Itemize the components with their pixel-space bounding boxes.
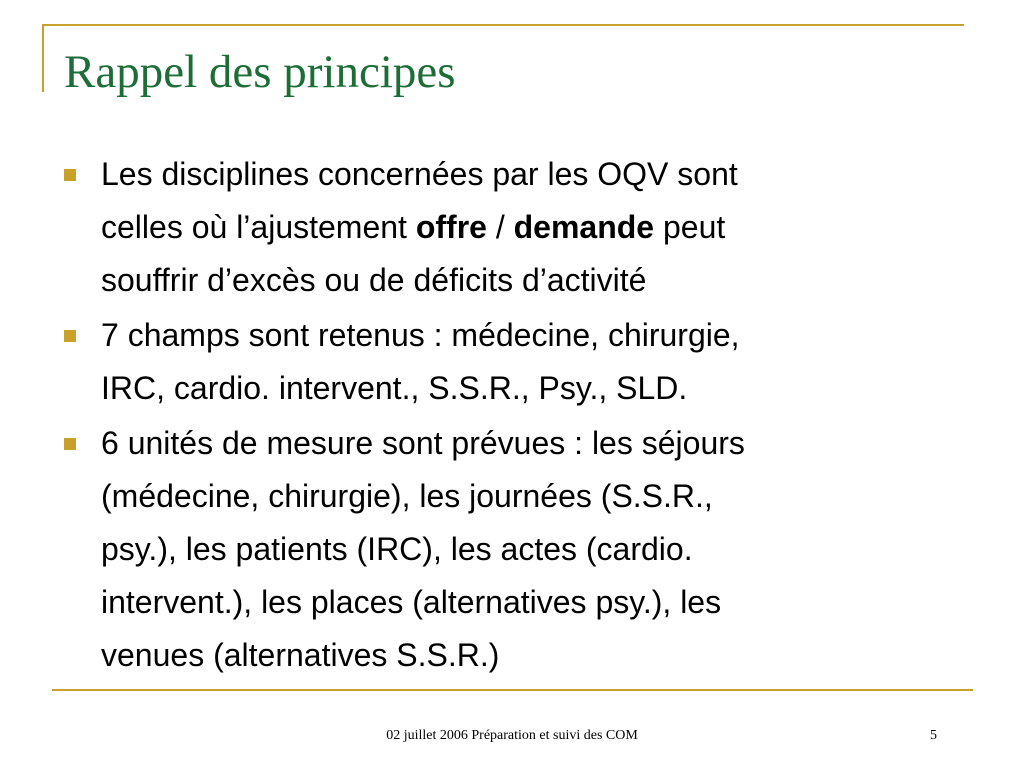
square-bullet-icon <box>64 169 76 181</box>
bullet-line: venues (alternatives S.S.R.) <box>101 637 500 673</box>
page-number: 5 <box>930 728 937 743</box>
bullet-line: 7 champs sont retenus : médecine, chirurgie, <box>101 317 740 353</box>
bullet-list <box>64 148 964 684</box>
bullet-text: celles où l’ajustement <box>101 209 416 245</box>
bullet-line: (médecine, chirurgie), les journées (S.S.R., <box>101 478 713 514</box>
bullet-item-unites <box>64 417 964 682</box>
bold-term-offre: offre <box>415 209 487 245</box>
bullet-item-champs <box>64 309 964 415</box>
bullet-line: Les disciplines concernées par les OQV sont <box>101 156 738 192</box>
slide-frame-left-rule <box>42 24 44 92</box>
bullet-line: souffrir d’excès ou de déficits d’activité <box>101 262 647 298</box>
bullet-text: peut <box>654 209 726 245</box>
square-bullet-icon <box>64 330 76 342</box>
bullet-line: IRC, cardio. intervent., S.S.R., Psy., SLD. <box>101 370 688 406</box>
slide-title: Rappel des principes <box>64 46 456 98</box>
square-bullet-icon <box>64 438 76 450</box>
bullet-line: psy.), les patients (IRC), les actes (cardio. <box>101 531 693 567</box>
slide-frame-top-rule <box>42 24 964 26</box>
footer-rule <box>52 689 973 691</box>
bullet-line: 6 unités de mesure sont prévues : les séjours <box>101 425 745 461</box>
footer-text: 02 juillet 2006 Préparation et suivi des COM <box>386 728 638 743</box>
bullet-item-disciplines <box>64 148 964 307</box>
bold-term-demande: demande <box>513 209 655 245</box>
bullet-line <box>101 201 964 254</box>
bullet-line: intervent.), les places (alternatives psy.), les <box>101 584 722 620</box>
bullet-text: / <box>486 209 514 245</box>
